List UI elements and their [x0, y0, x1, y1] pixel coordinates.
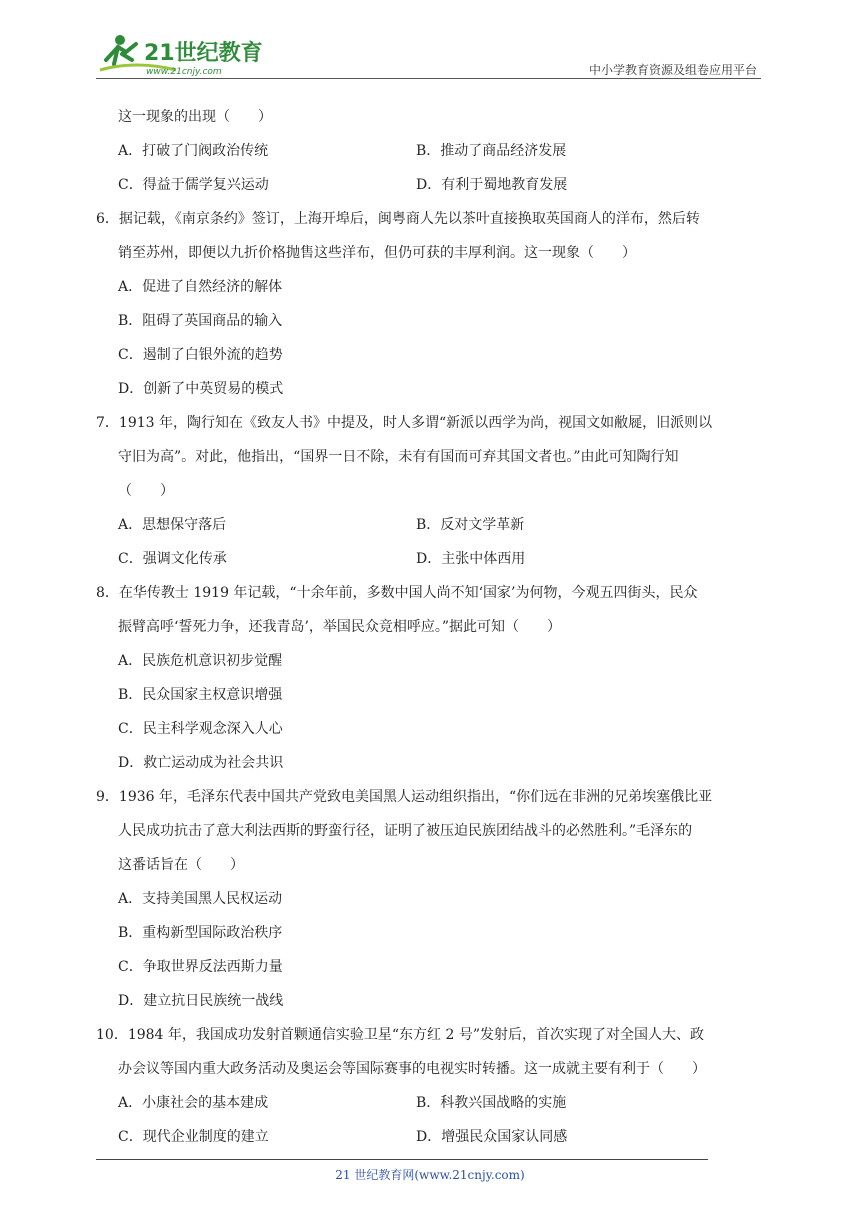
q7-stem-line: 守旧为高”。对此，他指出，“国界一日不除，未有有国而可弃其国文者也。”由此可知陶行知 — [118, 449, 679, 465]
q7-option-c: C．强调文化传承 — [118, 551, 227, 567]
q10-stem-line: 10．1984 年，我国成功发射首颗通信实验卫星“东方红 2 号”发射后，首次实现了对全国人大、政 — [96, 1027, 705, 1043]
q9-stem-line: 人民成功抗击了意大利法西斯的野蛮行径，证明了被压迫民族团结战斗的必然胜利。”毛泽东的 — [118, 823, 693, 839]
q8-stem-line: 8．在华传教士 1919 年记载，“十余年前，多数中国人尚不知‘国家’为何物，今观五四街头，民众 — [96, 585, 698, 601]
q5-option-a: A．打破了门阀政治传统 — [118, 143, 269, 159]
q6-option-d: D．创新了中英贸易的模式 — [118, 381, 284, 397]
q8-stem-line: 振臂高呼‘誓死力争，还我青岛’，举国民众竞相呼应。”据此可知（ ） — [118, 619, 562, 635]
q10-option-b: B．科教兴国战略的实施 — [416, 1095, 567, 1111]
q8-option-d: D．救亡运动成为社会共识 — [118, 755, 284, 771]
q5-stem-tail: 这一现象的出现（ ） — [118, 109, 272, 125]
page-header — [96, 30, 761, 80]
q5-options-row-1 — [96, 134, 764, 168]
q7-option-d: D．主张中体西用 — [416, 551, 526, 567]
q9-option-a: A．支持美国黑人民权运动 — [118, 891, 283, 907]
q6-option-b: B．阻碍了英国商品的输入 — [118, 313, 283, 329]
q7-stem-line: （ ） — [118, 483, 174, 499]
question-content — [96, 100, 764, 1154]
q8-option-a: A．民族危机意识初步觉醒 — [118, 653, 283, 669]
q10-option-d: D．增强民众国家认同感 — [416, 1129, 568, 1145]
footer-text: 21 世纪教育网(www.21cnjy.com) — [335, 1168, 525, 1182]
q9-stem-line: 9．1936 年，毛泽东代表中国共产党致电美国黑人运动组织指出，“你们远在非洲的兄弟埃塞俄比亚 — [96, 789, 713, 805]
q8-option-c: C．民主科学观念深入人心 — [118, 721, 283, 737]
q8-option-b: B．民众国家主权意识增强 — [118, 687, 283, 703]
header-rule — [96, 78, 761, 79]
q10-option-c: C．现代企业制度的建立 — [118, 1129, 269, 1145]
q5-option-c: C．得益于儒学复兴运动 — [118, 177, 269, 193]
q7-options-row-1 — [96, 508, 764, 542]
q7-option-b: B．反对文学革新 — [416, 517, 525, 533]
q6-stem-line: 6．据记载，《南京条约》签订，上海开埠后，闽粤商人先以茶叶直接换取英国商人的洋布，然后转 — [96, 211, 700, 227]
footer-rule — [96, 1159, 708, 1160]
site-logo — [96, 30, 271, 78]
q10-stem-line: 办会议等国内重大政务活动及奥运会等国际赛事的电视实时转播。这一成就主要有利于（ ） — [118, 1061, 706, 1077]
q10-option-a: A．小康社会的基本建成 — [118, 1095, 269, 1111]
svg-text:21世纪教育: 21世纪教育 — [144, 41, 263, 66]
q9-option-b: B．重构新型国际政治秩序 — [118, 925, 283, 941]
q7-stem-line: 7．1913 年，陶行知在《致友人书》中提及，时人多谓“新派以西学为尚，视国文如敝屣，旧派则以 — [96, 415, 713, 431]
svg-text:www.21cnjy.com: www.21cnjy.com — [146, 67, 222, 77]
q6-option-c: C．遏制了白银外流的趋势 — [118, 347, 283, 363]
q7-options-row-2 — [96, 542, 764, 576]
q9-option-c: C．争取世界反法西斯力量 — [118, 959, 283, 975]
q5-option-b: B．推动了商品经济发展 — [416, 143, 567, 159]
q5-options-row-2 — [96, 168, 764, 202]
q7-option-a: A．思想保守落后 — [118, 517, 227, 533]
q6-stem-line: 销至苏州，即便以九折价格抛售这些洋布，但仍可获的丰厚利润。这一现象（ ） — [118, 245, 636, 261]
q9-stem-line: 这番话旨在（ ） — [118, 857, 244, 873]
q5-option-d: D．有利于蜀地教育发展 — [416, 177, 568, 193]
q10-options-row-1 — [96, 1086, 764, 1120]
q9-option-d: D．建立抗日民族统一战线 — [118, 993, 284, 1009]
q10-options-row-2 — [96, 1120, 764, 1154]
platform-name: 中小学教育资源及组卷应用平台 — [588, 63, 757, 77]
q6-option-a: A．促进了自然经济的解体 — [118, 279, 283, 295]
